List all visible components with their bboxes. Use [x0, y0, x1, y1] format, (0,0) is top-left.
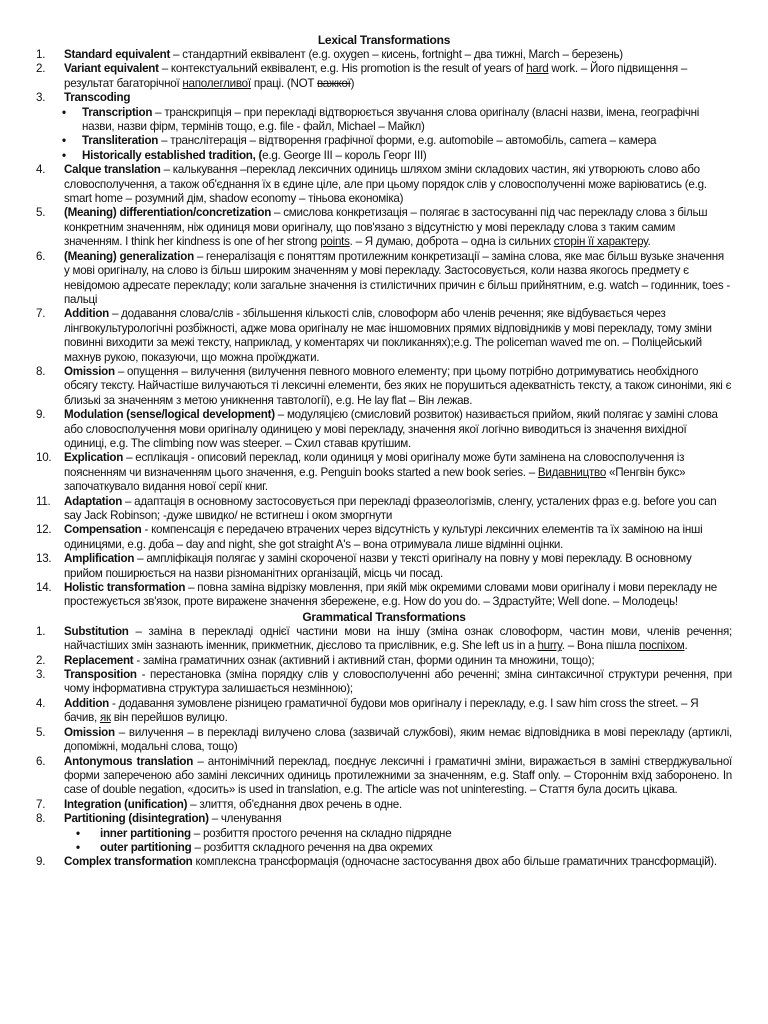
grammatical-heading: Grammatical Transformations — [302, 609, 466, 624]
lexical-item-8 — [36, 365, 732, 408]
definition: – транскрипція – при перекладі відтворюється звучання слова оригіналу (власні назви, імена, географічні назви, назви фірм, термінів тощо, e.g. file - файл, Michael – Майкл) — [82, 105, 700, 134]
grammatical-item-6 — [36, 755, 732, 798]
definition: – членування — [208, 812, 282, 826]
lexical-item-14 — [36, 581, 732, 610]
definition: – адаптація в основному застосовується при перекладі фразеологізмів, сленгу, усталених фраз e.g. before you can say Jack Robinson; -дуже швидко/ не встигнеш і оком зморгнути — [64, 494, 717, 522]
definition: work. – Його підвищення – результат багаторічної — [64, 62, 688, 90]
term: outer partitioning — [100, 840, 192, 854]
partitioning-subitem-outer — [36, 841, 732, 855]
definition: – повна заміна відрізку мовлення, при якій між окремими словами мови оригіналу і мови перекладу не простежується зв'язок, проте виражене значення збережене, e.g. How do you do. – Здрастуйте; Well done. – Молодець! — [64, 581, 717, 609]
underlined-word: сторін її характеру — [553, 235, 648, 249]
lexical-item-2 — [36, 62, 732, 91]
underlined-word: наполегливої — [182, 76, 251, 90]
lexical-item-12 — [36, 523, 732, 552]
item-number: 9. — [36, 408, 46, 422]
item-number: 2. — [36, 62, 46, 76]
bullet-icon: • — [62, 148, 66, 162]
lexical-item-7 — [36, 307, 732, 365]
definition: – модуляцією (смисловий розвиток) називається прийом, який полягає у заміні слова або словосполучення мови оригіналу одиницею у мові перекладу, значення якої логічно виводиться із значення вихідної одиниці, e.g. The climbing now was steeper. – Схил ставав крутішим. — [64, 408, 718, 450]
item-number: 7. — [36, 797, 46, 811]
term: Explication — [64, 451, 124, 465]
lexical-item-6 — [36, 250, 732, 308]
grammatical-item-1 — [36, 625, 732, 654]
underlined-word: hurry — [537, 639, 562, 653]
lexical-item-11 — [36, 495, 732, 524]
definition: – розбиття складного речення на два окремих — [191, 840, 433, 854]
term: Transliteration — [82, 134, 159, 148]
term: Adaptation — [64, 494, 123, 508]
underlined-word: поспіхом — [638, 639, 685, 653]
lexical-item-13 — [36, 552, 732, 581]
term: Standard equivalent — [64, 48, 171, 61]
item-number: 8. — [36, 364, 46, 378]
definition: e.g. George III – король Георг III) — [262, 148, 427, 162]
term: Compensation — [64, 523, 142, 537]
definition: - додавання зумовлене різницею граматичної будови мов оригіналу і перекладу, e.g. I saw him cross the street. – Я бачив, — [64, 696, 699, 725]
term: Integration (unification) — [64, 797, 188, 811]
item-number: 5. — [36, 206, 46, 220]
grammatical-item-9 — [36, 855, 732, 869]
term: Addition — [64, 696, 110, 710]
transcoding-subitem-historical — [36, 149, 732, 163]
definition: – вилучення – в перекладі вилучено слова (зазвичай службові), яким немає відповідника в мові перекладу (артиклі, допоміжні, модальні слова, тощо) — [64, 725, 732, 754]
definition: – калькування –переклад лексичних одиниць шляхом зміни складових частин, які утворюють слово або словосполучення, а також об'єднання їх в єдине ціле, але при цьому порядок слів у словосполученні може варіюватись (e.g. smart home – розумний дім, shadow economy – тіньова економіка) — [64, 163, 707, 206]
term: Omission — [64, 725, 115, 739]
item-number: 4. — [36, 163, 46, 177]
definition: – антонімічний переклад, поєднує лексичні і граматичні зміни, виражається в заміні стверджувальної форми запереченою або заміні лексичних одиниць протилежними за значенням, e.g. Staff only. – Стороннім вхід заборонено. In case of double negation, «досить» is used in translation, e.g. The article was not uninteresting. – Стаття була досить цікава. — [64, 754, 732, 797]
term: Substitution — [64, 624, 129, 638]
definition: – додавання слова/слів - збільшення кількості слів, словоформ або членів речення; яке відбувається через лінгвокультурологічні розбіжності, адже мова оригіналу не має іншомовних прямих відповідників у мові перекладу, тому зміни повинні виходити за межі тексту, наприклад, у коментарях чи покликаннях);e.g. The policeman waved me on. – Поліцейський махнув рукою, показуючи, що можна проїжджати. — [64, 307, 712, 364]
item-number: 7. — [36, 307, 46, 321]
item-number: 3. — [36, 91, 46, 105]
term: Holistic transformation — [64, 581, 186, 595]
term: (Meaning) generalization — [64, 249, 194, 263]
item-number: 2. — [36, 653, 46, 667]
underlined-word: Видавництво — [537, 465, 607, 479]
definition: – контекстуальний еквівалент, e.g. His promotion is the result of years of — [158, 62, 527, 76]
lexical-heading: Lexical Transformations — [317, 33, 451, 47]
partitioning-subitem-inner — [36, 827, 732, 841]
definition: – есплікація - описовий переклад, коли одиниця у мові оригіналу може бути замінена на словосполучення із поясненням чи визначенням цього значення, e.g. Penguin books started a new book series. – — [64, 451, 685, 479]
term: Historically established tradition, ( — [82, 148, 263, 162]
underlined-word: як — [99, 711, 111, 725]
bullet-icon: • — [62, 105, 66, 119]
item-number: 14. — [36, 581, 52, 595]
item-number: 5. — [36, 725, 46, 739]
definition: – транслітерація – відтворення графічної форми, e.g. automobile – автомобіль, camera – камера — [158, 134, 657, 148]
definition: - перестановка (зміна порядку слів у словосполученні або реченні; зміна синтаксичної структури речення, при чому інформативна структура залишається незмінною); — [64, 668, 732, 696]
lexical-item-1 — [36, 48, 732, 62]
item-number: 4. — [36, 696, 46, 710]
lexical-item-10 — [36, 451, 732, 494]
item-number: 3. — [36, 668, 46, 682]
underlined-word: hard — [526, 62, 549, 76]
grammatical-item-7 — [36, 798, 732, 812]
term: Variant equivalent — [64, 62, 159, 76]
definition: – розбиття простого речення на складно підрядне — [190, 826, 452, 840]
term: Omission — [64, 364, 115, 378]
definition: «Пенгвін букс» започаткувало видання нової серії книг. — [64, 465, 686, 494]
item-number: 6. — [36, 754, 46, 768]
bullet-icon: • — [76, 840, 80, 854]
term: (Meaning) differentiation/concretization — [64, 206, 272, 220]
lexical-item-3 — [36, 91, 732, 105]
definition: він перейшов вулицю. — [110, 711, 228, 725]
term: Modulation (sense/logical development) — [64, 408, 275, 422]
definition: . — [647, 235, 651, 249]
item-number: 6. — [36, 249, 46, 263]
lexical-item-5 — [36, 206, 732, 249]
term: Transposition — [64, 668, 137, 682]
grammatical-item-4 — [36, 697, 732, 726]
definition: – заміна в перекладі однієї частини мови на іншу (зміна ознак словоформ, частин мови, членів речення; найчастіших змін зазнають іменник, прикметник, дієслово та прислівник, e.g. She left us in a — [64, 624, 732, 653]
definition: – смислова конкретизація – полягає в застосуванні під час перекладу слова з більш конкретним значенням, ніж одиниця мови оригіналу, що пов'язано з відсутністю у мові перекладу слова з таким самим значенням. I think her kindness is one of her strong — [64, 206, 708, 249]
item-number: 10. — [36, 451, 52, 465]
grammatical-item-2 — [36, 654, 732, 668]
struck-word: важкої — [317, 76, 351, 90]
term: Complex transformation — [64, 855, 193, 869]
definition: ) — [350, 76, 355, 90]
item-number: 8. — [36, 812, 46, 826]
transcoding-subitem-transliteration — [36, 134, 732, 148]
bullet-icon: • — [62, 134, 66, 148]
definition: комплексна трансформація (одночасне застосування двох або більше граматичних трансформацій). — [192, 855, 717, 869]
definition: – злиття, об'єднання двох речень в одне. — [187, 797, 402, 811]
term: Transcoding — [64, 91, 131, 105]
term: Replacement — [64, 653, 134, 667]
term: Partitioning (disintegration) — [64, 812, 209, 826]
term: Calque translation — [64, 163, 161, 177]
term: inner partitioning — [100, 826, 191, 840]
lexical-item-4 — [36, 163, 732, 206]
term: Amplification — [64, 552, 135, 566]
definition: . – Я думаю, доброта – одна із сильних — [349, 235, 554, 249]
definition: праці. (NOT — [250, 76, 318, 90]
item-number: 13. — [36, 552, 52, 566]
definition: - компенсація є передачею втрачених через відсутність у культурі лексичних елементів та їх заміною на інші одиницями, e.g. доба – day and night, she got straight A's – вона отримувала лише відмінні оцінки. — [64, 523, 703, 551]
transcoding-subitem-transcription — [36, 106, 732, 135]
definition: - заміна граматичних ознак (активний і активний стан, форми одинин та множини, тощо); — [133, 653, 595, 667]
item-number: 1. — [36, 48, 46, 61]
definition: – опущення – вилучення (вилучення певного мовного елементу; при цьому потрібно дотримуватись необхідного обсягу тексту. Найчастіше вилучаються ті лексичні елементи, без яких не порушиться адекватність тексту, а також синоніми, які є близькі за значенням з метою уникнення тавтології), e.g. He lay flat – Він лежав. — [64, 364, 732, 407]
definition: – ампліфікація полягає у заміні скороченої назви у тексті оригіналу на повну у мові перекладу. В основному прийом поширюється на назви різноманітних організацій, місць чи посад. — [64, 552, 692, 580]
item-number: 9. — [36, 855, 46, 869]
grammatical-item-3 — [36, 668, 732, 697]
definition: – генералізація є поняттям протилежним конкретизації – заміна слова, яке має більш вузьке значення у мові оригіналу, на слово із більш широким значенням у мові перекладу. Застосовується, коли назва якогось предмету є невідомою адресате перекладу; коли загальне значення із стилістичних причин є більш прийнятним, e.g. watch – годинник, toes - пальці — [64, 249, 730, 306]
item-number: 12. — [36, 523, 52, 537]
lexical-item-9 — [36, 408, 732, 451]
term: Transcription — [82, 105, 153, 119]
term: Addition — [64, 307, 110, 321]
definition: . – Вона пішла — [561, 639, 639, 653]
bullet-icon: • — [76, 826, 80, 840]
grammatical-item-8 — [36, 812, 732, 826]
definition: . — [684, 639, 688, 653]
term: Antonymous translation — [64, 754, 194, 768]
definition: – стандартний еквівалент (e.g. oxygen – кисень, fortnight – два тижні, March – березень) — [170, 48, 623, 61]
item-number: 1. — [36, 624, 46, 638]
item-number: 11. — [36, 494, 51, 508]
grammatical-item-5 — [36, 726, 732, 755]
underlined-word: points — [320, 235, 350, 249]
